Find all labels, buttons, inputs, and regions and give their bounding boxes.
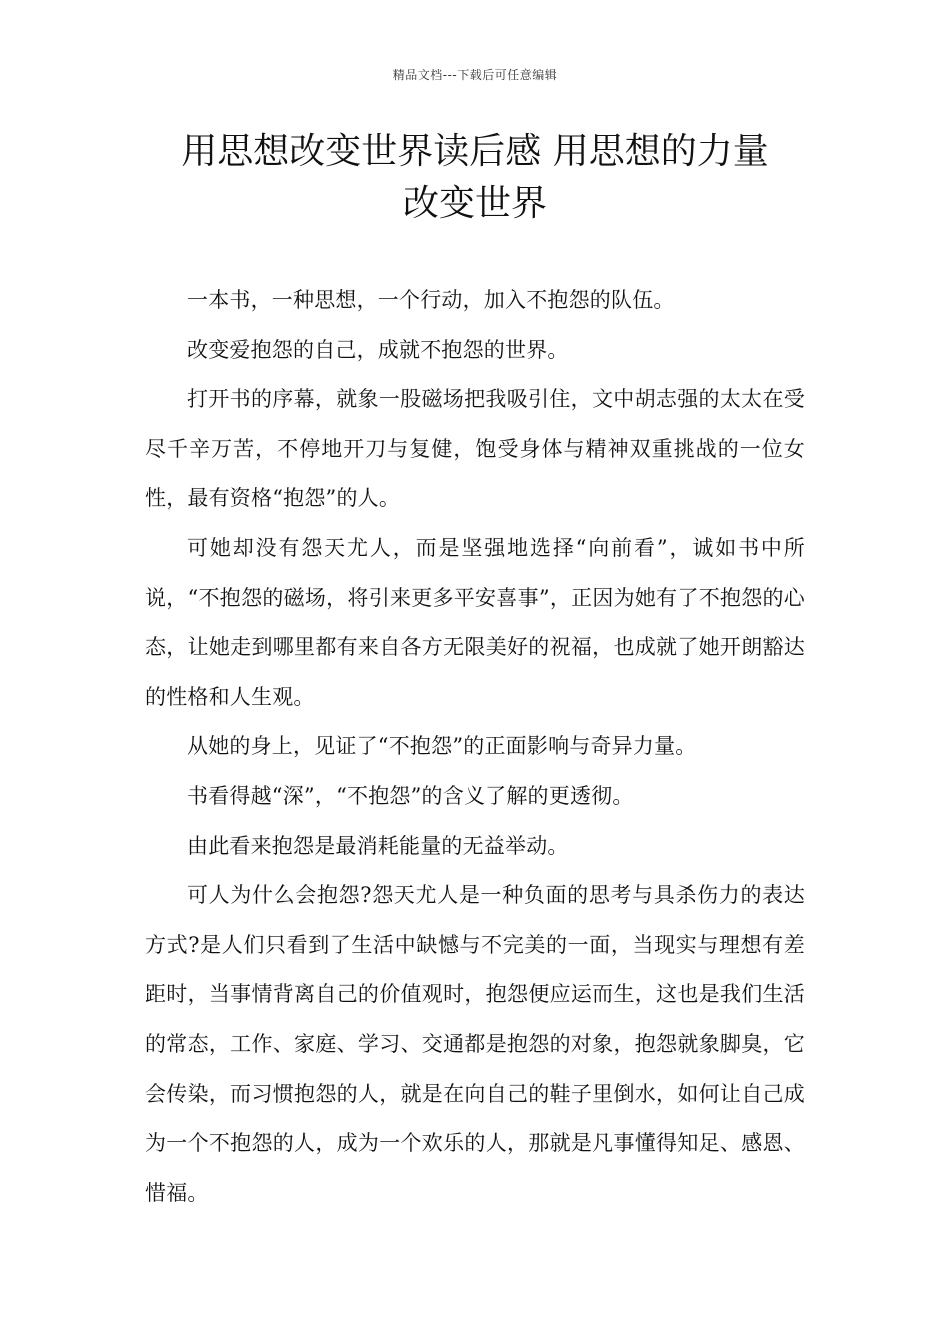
header-note: 精品文档---下载后可任意编辑: [392, 68, 558, 82]
paragraph: 改变爱抱怨的自己，成就不抱怨的世界。: [187, 337, 569, 362]
paragraph: 由此看来抱怨是最消耗能量的无益举动。: [187, 833, 569, 858]
title-line-1: 用思想改变世界读后感 用思想的力量: [181, 131, 769, 172]
paragraph: 可她却没有怨天尤人，而是坚强地选择“向前看”，诚如书中所说，“不抱怨的磁场，将引来更多平安喜事”，正因为她有了不抱怨的心态，让她走到哪里都有来自各方无限美好的祝福，也成就了她开朗豁达的性格和人生观。: [145, 535, 805, 709]
paragraph: 书看得越“深”，“不抱怨”的含义了解的更透彻。: [187, 783, 634, 808]
paragraph: 从她的身上，见证了“不抱怨”的正面影响与奇异力量。: [187, 734, 697, 759]
paragraph: 一本书，一种思想，一个行动，加入不抱怨的队伍。: [187, 288, 675, 312]
paragraph: 可人为什么会抱怨?怨天尤人是一种负面的思考与具杀伤力的表达方式?是人们只看到了生活中缺憾与不完美的一面，当现实与理想有差距时，当事情背离自己的价值观时，抱怨便应运而生，这也是我们生活的常态，工作、家庭、学习、交通都是抱怨的对象，抱怨就象脚臭，它会传染，而习惯抱怨的人，就是在向自己的鞋子里倒水，如何让自己成为一个不抱怨的人，成为一个欢乐的人，那就是凡事懂得知足、感恩、惜福。: [145, 883, 805, 1205]
document-title: [110, 126, 840, 230]
body-text: [145, 276, 805, 1218]
title-line-2: 改变世界: [402, 183, 547, 224]
paragraph: 打开书的序幕，就象一股磁场把我吸引住，文中胡志强的太太在受尽千辛万苦，不停地开刀与复健，饱受身体与精神双重挑战的一位女性，最有资格“抱怨”的人。: [145, 387, 805, 511]
